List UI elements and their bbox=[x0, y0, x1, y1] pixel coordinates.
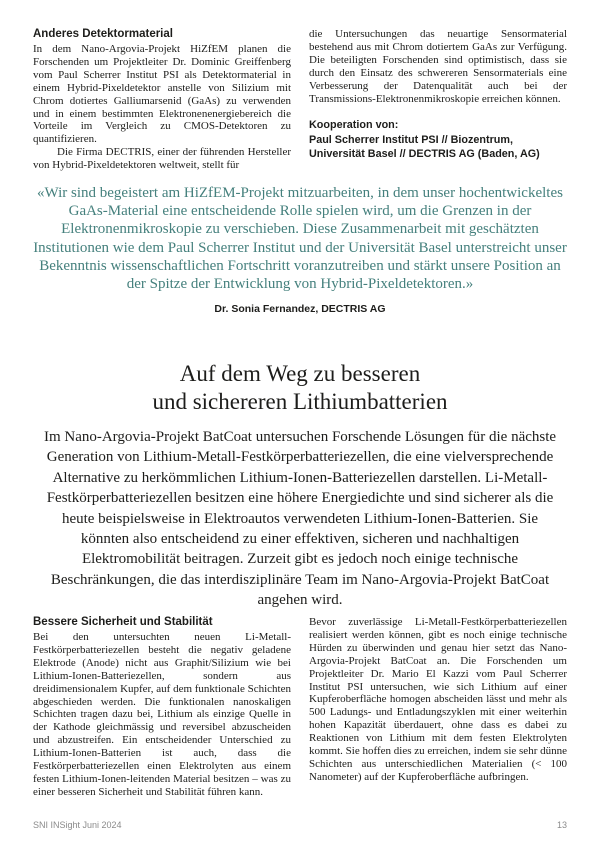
article2-title-line2: und sichereren Lithiumbatterien bbox=[152, 388, 448, 414]
cooperation-partners: Paul Scherrer Institut PSI // Biozentrum, Universität Basel // DECTRIS AG (Baden, AG) bbox=[309, 133, 540, 161]
article2-title-line1: Auf dem Weg zu besseren bbox=[179, 361, 421, 386]
cooperation-block bbox=[309, 118, 567, 162]
article1-right-paragraph: die Untersuchungen das neuartige Sensormaterial bestehend aus mit Chrom dotiertem GaAs zur Verfügung. Die beteiligten Forschenden sind optimistisch, dass sie durch den Einsatz des schwereren Sensormaterials eine Verbesserung der Datenqualität auch bei der Transmissions-Elektronenmikroskopie erreichen können. bbox=[309, 28, 567, 105]
article1-right-column bbox=[309, 28, 567, 172]
article2-title bbox=[33, 360, 567, 415]
article2-right-column bbox=[309, 616, 567, 799]
article2-intro: Im Nano-Argovia-Projekt BatCoat untersuchen Forschende Lösungen für die nächste Generation von Lithium-Metall-Festkörperbatteriezellen, die eine vielversprechende Alternative zu herkömmlichen Lithium-Ionen-Batteriezellen darstellen. Li-Metall-Festkörperbatteriezellen besitzen eine höhere Energiedichte und sind sicherer als die heute beispielsweise in Elektroautos verwendeten Lithium-Ionen-Batterien. Sie könnten also entscheidend zu einer effektiven, sicheren und nachhaltigen Elektromobilität beitragen. Zurzeit gibt es jedoch noch einige technische Beschränkungen, die das interdisziplinäre Team im Nano-Argovia-Projekt BatCoat angehen wird. bbox=[43, 429, 557, 609]
article2-section-heading: Bessere Sicherheit und Stabilität bbox=[33, 616, 213, 628]
article2-columns bbox=[33, 616, 567, 799]
article2-right-paragraph: Bevor zuverlässige Li-Metall-Festkörperbatteriezellen realisiert werden können, gibt es noch einige technische Hürden zu überwinden und genau hier setzt das Nano-Argovia-Projekt BatCoat an. Die Forschenden um Projektleiter Dr. Mario El Kazzi vom Paul Scherrer Institut PSI untersuchen, wie sich Lithium auf einer Kupferoberfläche homogen abscheiden lässt und mehr als 500 Ladungs- und Entladungszyklen mit einer weiterhin hohen Kapazität überdauert, ohne dass es dabei zu Reaktionen von Lithium mit dem festen Elektrolyten kommt. Sie hoffen dies zu erreichen, indem sie sehr dünne Schichten aus unterschiedlichen Materialien (< 100 Nanometer) auf der Kupferoberfläche aufbringen. bbox=[309, 616, 567, 783]
article1-columns bbox=[33, 28, 567, 172]
article2-left-column bbox=[33, 616, 291, 799]
quote-attribution: Dr. Sonia Fernandez, DECTRIS AG bbox=[214, 303, 386, 315]
page-footer bbox=[33, 820, 567, 830]
article1-section-heading: Anderes Detektormaterial bbox=[33, 28, 173, 40]
footer-issue-label: SNI INSight Juni 2024 bbox=[33, 820, 122, 830]
article1-left-paragraph-2: Die Firma DECTRIS, einer der führenden Hersteller von Hybrid-Pixeldetektoren weltweit, stellt für bbox=[33, 146, 291, 172]
pull-quote: «Wir sind begeistert am HiZfEM-Projekt mitzuarbeiten, in dem unser hochentwickeltes GaAs-Material eine entscheidende Rolle spielen wird, um die Grenzen in der Elektronenmikroskopie zu verschieben. Diese Zusammenarbeit mit geschätzten Institutionen wie dem Paul Scherrer Institut und der Universität Basel unterstreicht unser Bekenntnis wissenschaftlichen Fortschritt voranzutreiben und stärkt unsere Position an der Spitze der Entwicklung von Hybrid-Pixeldetektoren.» bbox=[33, 185, 567, 293]
footer-page-number: 13 bbox=[556, 820, 567, 830]
cooperation-label: Kooperation von: bbox=[309, 119, 399, 132]
article2-left-paragraph: Bei den untersuchten neuen Li-Metall-Festkörperbatteriezellen besteht die negativ geladene Elektrode (Anode) nicht aus Graphit/Silizium wie bei Lithium-Ionen-Batteriezellen, sondern aus dreidimensionalem Kupfer, auf dem funktionale Schichten abgeschieden werden. Die funktionalen nanoskaligen Schichten tragen dazu bei, Lithium als einzige Quelle in der Kathode gleichmässig und reversibel abzuscheiden und abzustreifen. Ein entscheidender Unterschied zu Lithium-Ionen-Batterien ist auch, dass die Festkörperbatteriezellen einen Elektrolyten aus einem festen Lithium-Ionen-leitenden Material besitzen – was zu einer besseren Sicherheit und Stabilität führen kann. bbox=[33, 631, 291, 798]
article1-left-paragraph-1: In dem Nano-Argovia-Projekt HiZfEM planen die Forschenden um Projektleiter Dr. Dominic Greiffenberg vom Paul Scherrer Institut PSI als Detektormaterial in einem Hybrid-Pixeldetektor anstelle von Silizium mit Chrom dotiertes Galliumarsenid (GaAs) zu verwenden und in einem bestimmten Elektronenenergiebereich die Vorteile im Vergleich zu CMOS-Detektoren zu quantifizieren. bbox=[33, 43, 291, 146]
article1-left-column bbox=[33, 28, 291, 172]
